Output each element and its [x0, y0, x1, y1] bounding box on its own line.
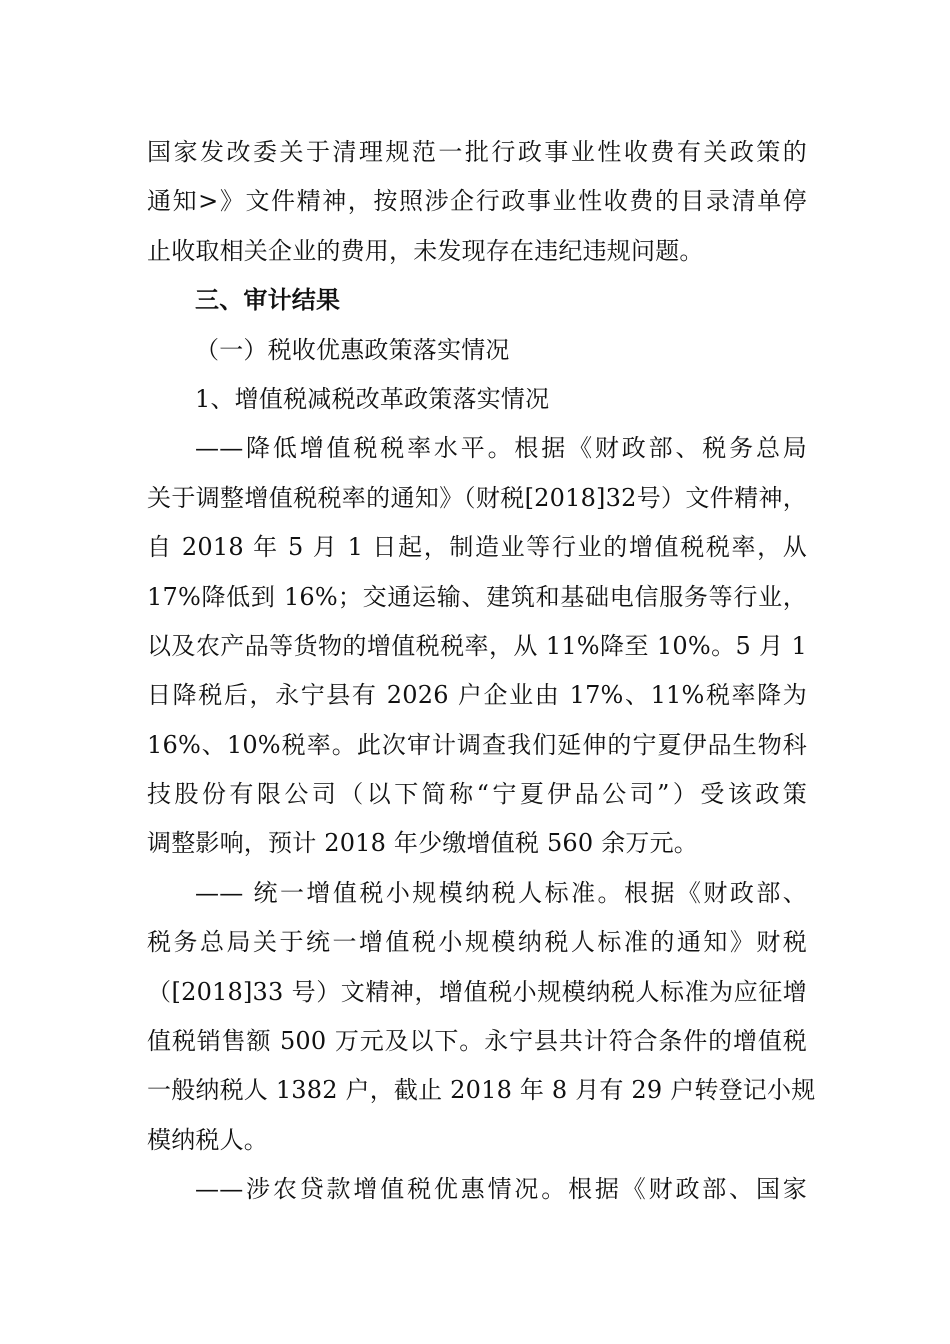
paragraph-line: 16%、10%税率。此次审计调查我们延伸的宁夏伊品生物科 [147, 730, 807, 759]
subsection-heading: （一）税收优惠政策落实情况 [195, 335, 510, 364]
paragraph-line: 通知>》文件精神，按照涉企行政事业性收费的目录清单停 [147, 187, 807, 216]
paragraph-line: 调整影响，预计 2018 年少缴增值税 560 余万元。 [147, 829, 699, 858]
paragraph-line: 日降税后，永宁县有 2026 户企业由 17%、11%税率降为 [147, 681, 807, 710]
paragraph-line: 模纳税人。 [147, 1125, 268, 1154]
paragraph-line: 国家发改委关于清理规范一批行政事业性收费有关政策的 [147, 138, 807, 166]
paragraph-line: ——涉农贷款增值税优惠情况。根据《财政部、国家 [195, 1175, 807, 1204]
paragraph-line: 17%降低到 16%；交通运输、建筑和基础电信服务等行业， [147, 582, 807, 611]
paragraph-line: ——降低增值税税率水平。根据《财政部、税务总局 [195, 434, 807, 463]
paragraph-line: 关于调整增值税税率的通知》（财税[2018]32号）文件精神， [147, 483, 807, 512]
item-heading: 1、增值税减税改革政策落实情况 [195, 384, 550, 413]
paragraph-line: 自 2018 年 5 月 1 日起，制造业等行业的增值税税率，从 [147, 533, 807, 562]
paragraph-line: 值税销售额 500 万元及以下。永宁县共计符合条件的增值税 [147, 1027, 807, 1056]
paragraph-line: 技股份有限公司（以下简称“宁夏伊品公司”）受该政策 [147, 780, 807, 809]
paragraph-line: 税务总局关于统一增值税小规模纳税人标准的通知》财税 [147, 928, 807, 957]
paragraph-line: —— 统一增值税小规模纳税人标准。根据《财政部、 [195, 878, 807, 907]
document-body [147, 128, 816, 1215]
section-heading: 三、审计结果 [195, 286, 341, 315]
paragraph-line: （[2018]33 号）文精神，增值税小规模纳税人标准为应征增 [147, 977, 807, 1006]
paragraph-line: 一般纳税人 1382 户，截止 2018 年 8 月有 29 户转登记小规 [147, 1076, 816, 1105]
paragraph-line: 止收取相关企业的费用，未发现存在违纪违规问题。 [147, 236, 704, 265]
paragraph-line: 以及农产品等货物的增值税税率，从 11%降至 10%。5 月 1 [147, 631, 807, 660]
